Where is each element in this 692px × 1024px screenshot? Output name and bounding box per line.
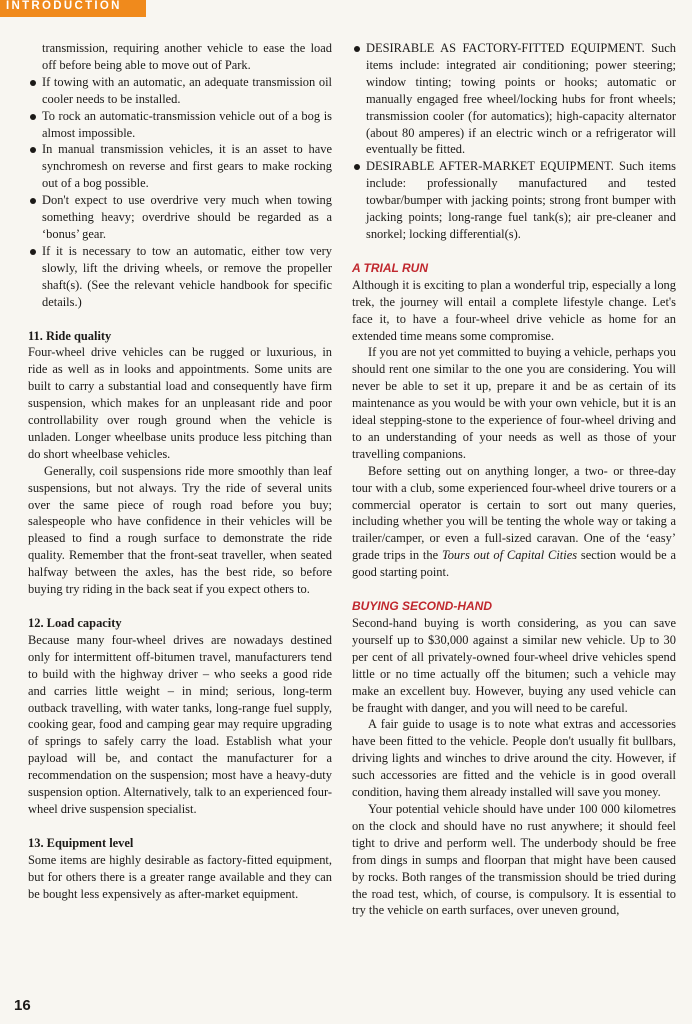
right-column	[352, 40, 676, 919]
trial-run-heading: A TRIAL RUN	[352, 260, 428, 275]
bullet-item: To rock an automatic-transmission vehicle out of a bog is almost impossible.	[28, 108, 332, 142]
section-tab: INTRODUCTION	[0, 0, 146, 17]
towing-bullet-list	[28, 74, 332, 311]
equipment-bullet-list	[352, 40, 676, 243]
bullet-item: Don't expect to use overdrive very much when towing something heavy; overdrive should be regarded as a ‘bonus’ gear.	[28, 192, 332, 243]
page-number: 16	[14, 997, 31, 1014]
paragraph: Your potential vehicle should have under 100 000 kilometres on the clock and should have no rust anywhere; it should feel tight to drive and perform well. The underbody should be free from dings in sumps and floorpan that might have been caused by rocks. Both ranges of the transmission should be tried during the road test, which, of course, is compulsory. It is essential to try the vehicle on earth surfaces, over uneven ground,	[352, 801, 676, 918]
paragraph: If you are not yet committed to buying a vehicle, perhaps you should rent one similar to the one you are considering. You will never be able to set it up, prepare it and be as certain of its maintenance as you would be with your own vehicle, but it is an ideal stepping-stone to the experience of four-wheel driving and to an understanding of your needs as well as those of your travelling companions.	[352, 345, 676, 461]
bullet-item: If towing with an automatic, an adequate transmission oil cooler needs to be installed.	[28, 74, 332, 108]
continued-paragraph: transmission, requiring another vehicle to ease the load off before being able to move out of Park.	[42, 41, 332, 72]
bullet-item: DESIRABLE AFTER-MARKET EQUIPMENT. Such items include: professionally manufactured and tested towbar/bumper with jacking points; strong front bumper with jacking points; long-range fuel tank(s); air pre-cleaner and snorkel; locking differential(s).	[352, 158, 676, 243]
buying-second-hand-heading: BUYING SECOND-HAND	[352, 599, 493, 614]
book-section-title: Tours out of Capital Cities	[441, 548, 578, 563]
ride-quality-body	[28, 344, 332, 598]
bullet-item: DESIRABLE AS FACTORY-FITTED EQUIPMENT. Such items include: integrated air conditioning; power steering; window tinting; towing points or hooks; automatic or manually engaged free wheel/locking hubs for front wheels; transmission cooler (for automatics); high-capacity alternator (about 80 amperes) if an electric winch or a refrigerator will eventually be fitted.	[352, 40, 676, 158]
ride-quality-heading: 11. Ride quality	[28, 328, 112, 343]
paragraph: Although it is exciting to plan a wonderful trip, especially a long trek, the journey will entail a complete lifestyle change. Let's face it, to have a four-wheel drive vehicle as home for an extended time means some compromise.	[352, 277, 676, 343]
paragraph: Second-hand buying is worth considering, as you can save yourself up to $30,000 against a similar new vehicle. Up to 30 per cent of all privately-owned four-wheel drive vehicles spend little or no time actually off the bitumen; such a vehicle may make an excellent buy. However, buying any used vehicle can be fraught with danger, and you will need to be careful.	[352, 616, 676, 715]
text-run: section would be a good starting point.	[352, 548, 676, 580]
paragraph: A fair guide to usage is to note what extras and accessories have been fitted to the vehicle. People don't usually fit bullbars, driving lights and winches to drive around the city. However, if such accessories are fitted and the vehicle is in good overall condition, having them already installed will save you money.	[352, 717, 676, 800]
paragraph	[352, 463, 676, 581]
load-capacity-body	[28, 632, 332, 818]
equipment-level-body	[28, 852, 332, 903]
paragraph: Some items are highly desirable as factory-fitted equipment, but for others there is a greater range available and they can be bought less expensively as after-market equipment.	[28, 852, 332, 901]
bullet-item: If it is necessary to tow an automatic, either tow very slowly, lift the driving wheels, or remove the propeller shaft(s). (See the relevant vehicle handbook for specific details.)	[28, 243, 332, 311]
paragraph: Generally, coil suspensions ride more smoothly than leaf suspensions, but not always. Try the ride of several units over the same piece of rough road before you buy; salespeople who have confidence in their vehicles will be pleased to find a rough surface to demonstrate the ride quality. Remember that the front-seat traveller, when seated halfway between the axles, has the best ride, so before buying try riding in the back seat if you expect others to.	[28, 463, 332, 597]
bullet-item: In manual transmission vehicles, it is an asset to have synchromesh on reverse and first gears to make rocking out of a bog possible.	[28, 141, 332, 192]
text-run: Before setting out on anything longer, a two- or three-day tour with a club, some experienced four-wheel drive tourers or a commercial operator is certain to sort out many queries, including whether you will be tenting the whole way or taking a trailer/camper, or even a full-sized caravan. One of the ‘easy’ grade trips in the	[352, 463, 676, 563]
load-capacity-heading: 12. Load capacity	[28, 616, 122, 630]
paragraph: Because many four-wheel drives are nowadays destined only for intermittent off-bitumen travel, manufacturers tend to build with the highway driver – who seeks a good ride and carries little weight – in mind; serious, long-term outback travelling, with water tanks, long-range fuel supply, cooking gear, food and camping gear may require upgrading of springs to safely carry the load. Establish what your payload will be, and contact the manufacturer for a recommendation on the suspension; most have a heavy-duty suspension option. Alternatively, talk to an experienced four-wheel drive suspension specialist.	[28, 632, 332, 816]
paragraph: Four-wheel drive vehicles can be rugged or luxurious, in ride as well as in looks and appointments. Some units are built to carry a substantial load and consequently have firm suspension, which makes for an unpleasant ride and poor controllability over rough ground when the vehicle is unladen. Longer wheelbase units produce less pitching than do short wheelbase vehicles.	[28, 345, 332, 461]
equipment-level-heading: 13. Equipment level	[28, 835, 134, 850]
left-column	[28, 40, 332, 903]
